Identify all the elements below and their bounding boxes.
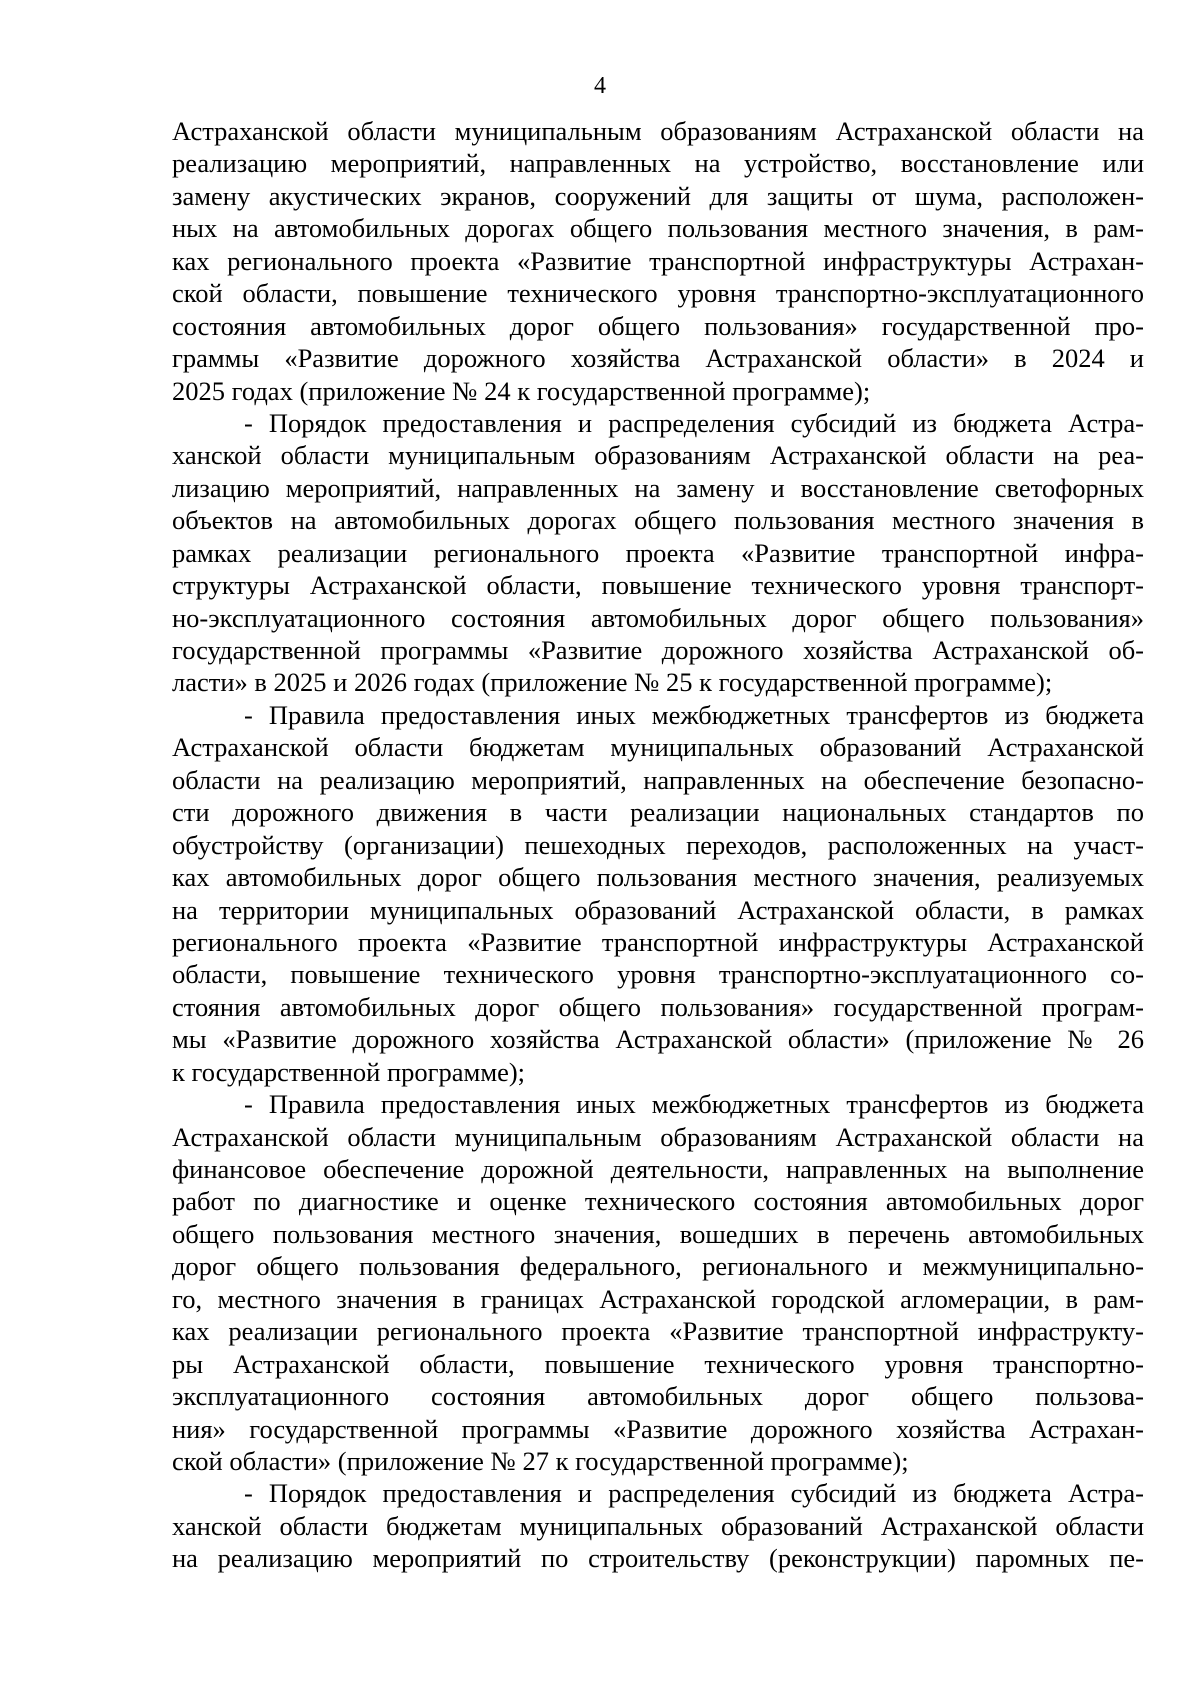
- text-line: работ по диагностике и оценке технического состояния автомобильных дорог: [172, 1186, 1144, 1217]
- paragraph-first-line: - Порядок предоставления и распределения субсидий из бюджета Астра-: [244, 1478, 1144, 1509]
- text-line: граммы «Развитие дорожного хозяйства Астраханской области» в 2024 и: [172, 343, 1144, 374]
- text-line: регионального проекта «Развитие транспортной инфраструктуры Астраханской: [172, 926, 1144, 957]
- text-line: сти дорожного движения в части реализации национальных стандартов по: [172, 797, 1144, 828]
- text-line: общего пользования местного значения, вошедших в перечень автомобильных: [172, 1218, 1144, 1249]
- text-line: ния» государственной программы «Развитие дорожного хозяйства Астрахан-: [172, 1413, 1144, 1444]
- text-line: но-эксплуатационного состояния автомобильных дорог общего пользования»: [172, 602, 1144, 633]
- text-line: ханской области бюджетам муниципальных образований Астраханской области: [172, 1510, 1144, 1541]
- text-line: ках регионального проекта «Развитие транспортной инфраструктуры Астрахан-: [172, 245, 1144, 276]
- text-line: 2025 годах (приложение № 24 к государственной программе);: [172, 375, 871, 406]
- text-line: мы «Развитие дорожного хозяйства Астраханской области» (приложение № 26: [172, 1024, 1144, 1055]
- text-line: Астраханской области муниципальным образованиям Астраханской области на: [172, 1121, 1144, 1152]
- text-line: ры Астраханской области, повышение технического уровня транспортно-: [172, 1348, 1144, 1379]
- text-line: ской области» (приложение № 27 к государственной программе);: [172, 1445, 909, 1476]
- paragraph-first-line: - Правила предоставления иных межбюджетных трансфертов из бюджета: [244, 699, 1144, 730]
- text-line: реализацию мероприятий, направленных на устройство, восстановление или: [172, 148, 1144, 179]
- text-line: Астраханской области муниципальным образованиям Астраханской области на: [172, 116, 1144, 146]
- text-line: рамках реализации регионального проекта «Развитие транспортной инфра-: [172, 537, 1144, 568]
- text-line: Астраханской области бюджетам муниципальных образований Астраханской: [172, 732, 1144, 763]
- text-line: состояния автомобильных дорог общего пользования» государственной про-: [172, 310, 1144, 341]
- text-line: обустройству (организации) пешеходных переходов, расположенных на участ-: [172, 829, 1144, 860]
- text-line: стояния автомобильных дорог общего пользования» государственной програм-: [172, 991, 1144, 1022]
- paragraph-first-line: - Порядок предоставления и распределения субсидий из бюджета Астра-: [244, 407, 1144, 438]
- text-line: ках автомобильных дорог общего пользования местного значения, реализуемых: [172, 862, 1144, 893]
- text-line: на территории муниципальных образований Астраханской области, в рамках: [172, 894, 1144, 925]
- text-line: финансовое обеспечение дорожной деятельности, направленных на выполнение: [172, 1154, 1144, 1184]
- text-line: эксплуатационного состояния автомобильных дорог общего пользова-: [172, 1381, 1144, 1412]
- page-number: 4: [594, 73, 606, 99]
- text-line: ках реализации регионального проекта «Развитие транспортной инфраструкту-: [172, 1316, 1144, 1347]
- text-line: замену акустических экранов, сооружений для защиты от шума, расположен-: [172, 180, 1144, 211]
- text-line: на реализацию мероприятий по строительству (реконструкции) паромных пе-: [172, 1543, 1144, 1574]
- text-line: дорог общего пользования федерального, регионального и межмуниципально-: [172, 1251, 1144, 1282]
- text-line: ской области, повышение технического уровня транспортно-эксплуатационного: [172, 278, 1144, 309]
- text-line: ханской области муниципальным образованиям Астраханской области на реа-: [172, 440, 1144, 471]
- text-line: лизацию мероприятий, направленных на замену и восстановление светофорных: [172, 472, 1144, 503]
- text-line: государственной программы «Развитие дорожного хозяйства Астраханской об-: [172, 635, 1144, 665]
- text-line: области, повышение технического уровня транспортно-эксплуатационного со-: [172, 959, 1144, 990]
- document-body: [172, 115, 1144, 1575]
- paragraph-first-line: - Правила предоставления иных межбюджетных трансфертов из бюджета: [244, 1089, 1144, 1120]
- text-line: объектов на автомобильных дорогах общего пользования местного значения в: [172, 505, 1144, 536]
- text-line: го, местного значения в границах Астраханской городской агломерации, в рам-: [172, 1283, 1144, 1314]
- text-line: ласти» в 2025 и 2026 годах (приложение № 25 к государственной программе);: [172, 667, 1053, 698]
- text-line: ных на автомобильных дорогах общего пользования местного значения, в рам-: [172, 213, 1144, 244]
- text-line: области на реализацию мероприятий, направленных на обеспечение безопасно-: [172, 764, 1144, 795]
- text-line: структуры Астраханской области, повышение технического уровня транспорт-: [172, 570, 1144, 601]
- text-line: к государственной программе);: [172, 1056, 526, 1087]
